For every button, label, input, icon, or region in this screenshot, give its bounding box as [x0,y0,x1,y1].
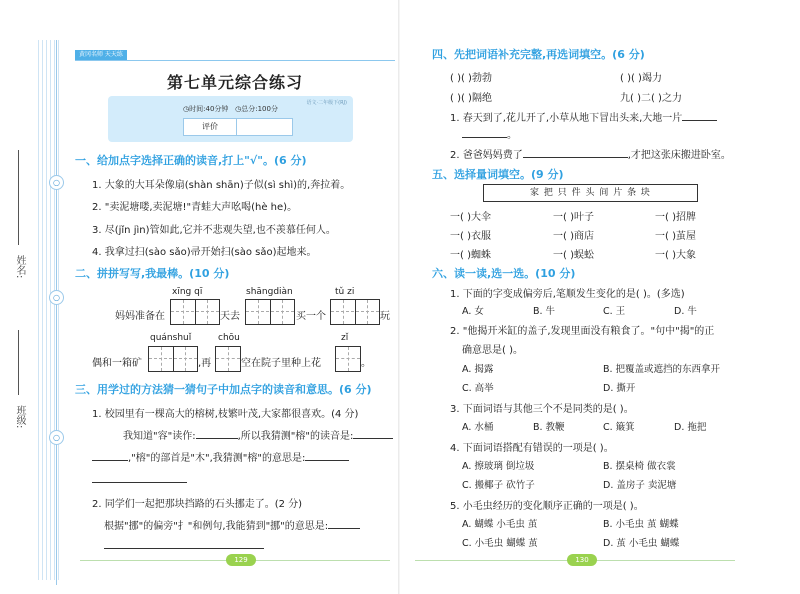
word-bank: 家 把 只 件 头 间 片 条 块 [483,184,698,202]
binding-ring-icon: ○ [49,290,64,305]
option[interactable]: D. 拖把 [674,422,707,433]
measure-item[interactable]: 一( )大伞 [450,212,491,223]
option[interactable]: C. 高举 [462,383,494,394]
idiom-3[interactable]: ( )( )隔绝 [450,93,492,104]
section4-heading: 四、先把词语补充完整,再选词填空。(6 分) [432,48,645,61]
option[interactable]: B. 摆桌椅 做衣裳 [603,461,676,472]
s3-q1-line1: 我知道"容"读作: ,所以我猜测"榕"的读音是: [123,427,393,442]
pinyin-2: shāngdiàn [246,287,293,297]
option[interactable]: A. 水桶 [462,422,494,433]
option[interactable]: A. 擦玻璃 倒垃圾 [462,461,535,472]
option[interactable]: D. 茧 小毛虫 蝴蝶 [603,538,680,549]
option[interactable]: C. 王 [603,306,626,317]
name-line[interactable] [18,150,19,245]
section3-heading: 三、用学过的方法猜一猜句子中加点字的读音和意思。(6 分) [75,383,372,396]
option[interactable]: B. 小毛虫 茧 蝴蝶 [603,519,679,530]
time-score-line [108,104,353,114]
pinyin-1: xīng qī [172,287,203,297]
pinyin-4: quánshuǐ [150,333,192,343]
s2-text: ,再 [198,358,212,369]
clock-icon: ◷ [183,105,190,113]
series-tag: 黄冈名师 天天练 [75,50,127,60]
answer-blank[interactable] [462,127,507,138]
option[interactable]: C. 小毛虫 蝴蝶 茧 [462,538,538,549]
page-number-left: 129 [226,554,256,566]
s6-q5: 5. 小毛虫经历的变化顺序正确的一项是( )。 [450,501,644,512]
score-icon: ◷ [235,105,242,113]
measure-item[interactable]: 一( )招牌 [655,212,696,223]
writing-grid[interactable] [148,346,198,372]
answer-blank[interactable] [305,450,349,461]
answer-blank[interactable] [104,538,264,549]
section6-heading: 六、读一读,选一选。(10 分) [432,267,576,280]
s2-text: 买一个 [296,311,326,322]
s2-text: 偶和一箱矿 [92,358,142,369]
s6-q2b: 确意思是( )。 [462,345,523,356]
s2-text: 空在院子里种上花 [241,358,321,369]
s1-item[interactable]: 1. 大象的大耳朵像扇(shàn shān)子似(sì shì)的,奔拉着。 [92,180,351,191]
page-title: 第七单元综合练习 [166,73,303,92]
binding-ring-icon: ○ [49,175,64,190]
option[interactable]: D. 牛 [674,306,697,317]
s1-item[interactable]: 4. 我拿过扫(sào sǎo)帚开始扫(sào sǎo)起地来。 [92,247,317,258]
measure-item[interactable]: 一( )蜈蚣 [553,250,594,261]
option[interactable]: A. 蝴蝶 小毛虫 茧 [462,519,538,530]
eval-label: 评价 [184,119,237,135]
writing-grid[interactable] [215,346,241,372]
writing-grid[interactable] [330,299,380,325]
option[interactable]: B. 牛 [533,306,556,317]
writing-grid[interactable] [170,299,220,325]
s3-q2: 2. 同学们一起把那块挡路的石头挪走了。(2 分) [92,499,303,510]
s3-q2-line: 根据"挪"的偏旁"扌"和例句,我能猜到"挪"的意思是: [104,517,360,532]
idiom-4[interactable]: 九( )二( )之力 [620,93,682,104]
s1-item[interactable]: 3. 尽(jǐn jìn)管如此,它并不悲观失望,也不羡慕任何人。 [92,225,336,236]
s2-text: 妈妈准备在 [115,311,165,322]
s3-q1-line2: ,"榕"的部首是"木",我猜测"榕"的意思是: [92,449,349,464]
measure-item[interactable]: 一( )茧屋 [655,231,696,242]
answer-blank[interactable] [196,428,238,439]
s6-q3: 3. 下面词语与其他三个不是同类的是( )。 [450,404,634,415]
answer-blank[interactable] [92,450,128,461]
evaluation-box [183,118,293,136]
pinyin-3: tǔ zi [335,287,355,297]
section2-heading: 二、拼拼写写,我最棒。(10 分) [75,267,230,280]
s4-sentence2: 2. 爸爸妈妈费了 ,才把这张床搬进卧室。 [450,146,731,161]
idiom-2[interactable]: ( )( )竭力 [620,73,662,84]
answer-blank[interactable] [328,518,360,529]
time-text: 时间:40分钟 [189,105,229,113]
s6-q1: 1. 下面的字变成偏旁后,笔顺发生变化的是( )。(多选) [450,289,685,300]
s4-sentence1-end: 。 [462,126,517,141]
measure-item[interactable]: 一( )叶子 [553,212,594,223]
answer-blank[interactable] [682,110,717,121]
option[interactable]: C. 簸箕 [603,422,635,433]
name-label: 姓名: [14,255,25,279]
s3-q1: 1. 校园里有一棵高大的榕树,枝繁叶茂,大家都很喜欢。(4 分) [92,409,359,420]
option[interactable]: D. 盖房子 卖泥塘 [603,480,677,491]
header-rule [75,60,395,61]
margin-line [56,40,57,585]
s6-q2: 2. "他揭开米缸的盖子,发现里面没有粮食了。"句中"揭"的正 [450,326,715,337]
score-text: 总分:100分 [241,105,278,113]
binding-ring-icon: ○ [49,430,64,445]
s6-q4: 4. 下面词语搭配有错误的一项是( )。 [450,443,614,454]
option[interactable]: A. 女 [462,306,484,317]
page-number-right: 130 [567,554,597,566]
s2-text: 。 [361,358,371,369]
margin-stripes [38,40,62,580]
class-label: 班级: [14,405,25,429]
writing-grid[interactable] [245,299,295,325]
measure-item[interactable]: 一( )蜘蛛 [450,250,491,261]
answer-blank[interactable] [353,428,393,439]
answer-blank[interactable] [92,472,187,483]
measure-item[interactable]: 一( )商店 [553,231,594,242]
s2-text: 玩 [380,311,390,322]
measure-item[interactable]: 一( )衣服 [450,231,491,242]
s4-sentence1: 1. 春天到了,花儿开了,小草从地下冒出头来,大地一片 [450,109,717,124]
section5-heading: 五、选择量词填空。(9 分) [432,168,564,181]
binding-margin [0,0,68,594]
s1-item[interactable]: 2. "卖泥塘喽,卖泥塘!"青蛙大声吆喝(hè he)。 [92,202,298,213]
option[interactable]: C. 搬椰子 砍竹子 [462,480,535,491]
measure-item[interactable]: 一( )大象 [655,250,696,261]
s2-text: 天去 [220,311,240,322]
option[interactable]: A. 揭露 [462,364,494,375]
option[interactable]: D. 撕开 [603,383,636,394]
option[interactable]: B. 教鞭 [533,422,565,433]
info-box [108,96,353,142]
idiom-1[interactable]: ( )( )勃勃 [450,73,492,84]
pinyin-5: chōu [218,333,240,343]
writing-grid[interactable] [335,346,361,372]
grade-tag: 语文·二年级下(RJ) [306,100,347,106]
section1-heading: 一、给加点字选择正确的读音,打上"√"。(6 分) [75,154,307,167]
pinyin-6: zǐ [341,333,349,343]
answer-blank[interactable] [523,147,628,158]
option[interactable]: B. 把覆盖或遮挡的东西拿开 [603,364,721,375]
class-line[interactable] [18,330,19,395]
